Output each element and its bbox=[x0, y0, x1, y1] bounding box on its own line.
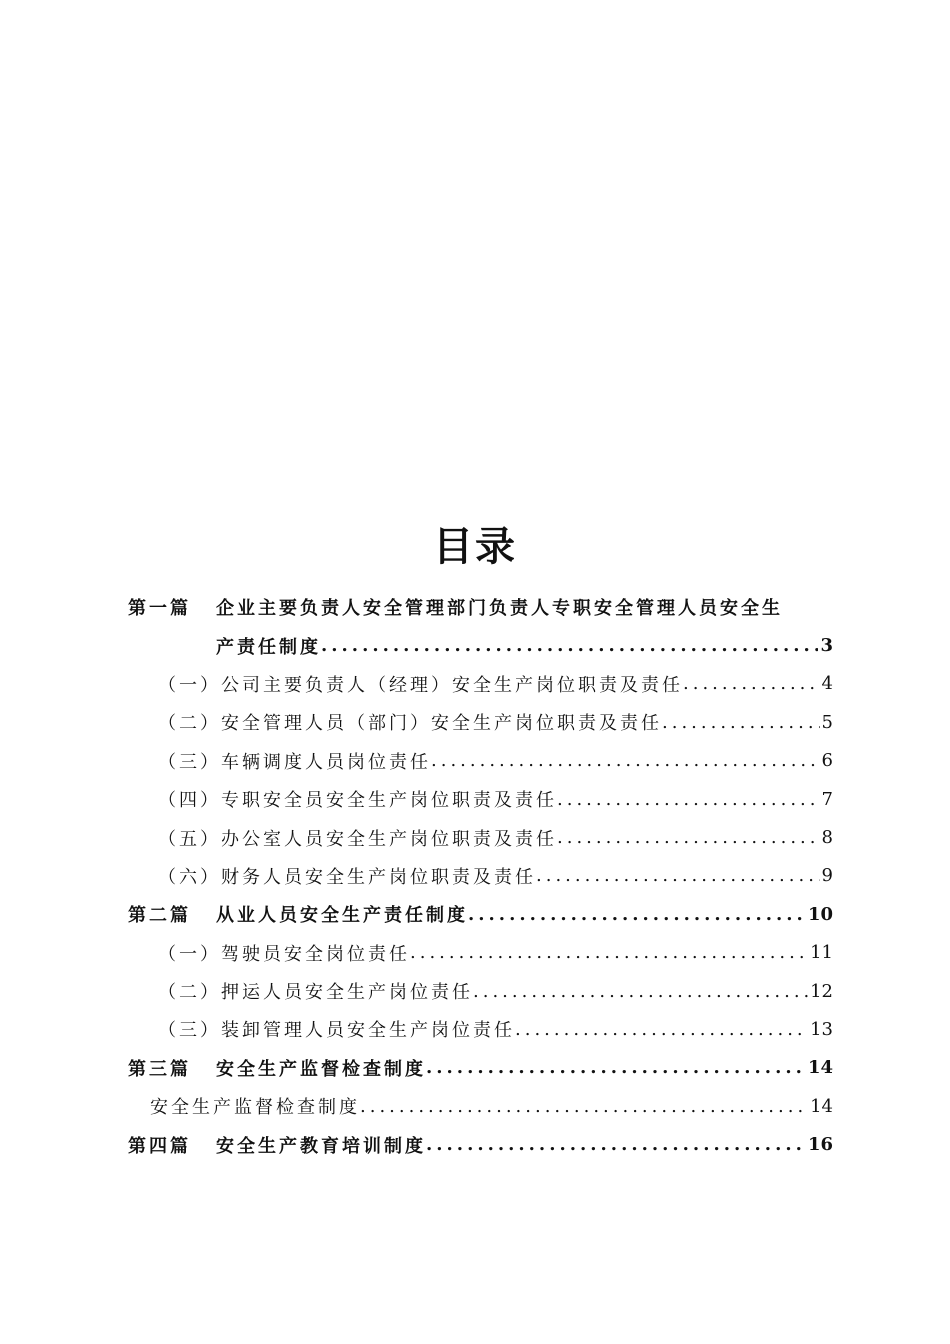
toc-leader-dots bbox=[321, 635, 818, 656]
toc-leader-dots bbox=[557, 827, 820, 848]
toc-page-number: 14 bbox=[807, 1057, 833, 1079]
toc-leader-dots bbox=[536, 865, 820, 886]
toc-page-number: 12 bbox=[810, 980, 833, 1002]
toc-part-1[interactable] bbox=[128, 588, 833, 665]
toc-page-number: 10 bbox=[807, 903, 833, 925]
toc-item[interactable] bbox=[128, 818, 833, 856]
toc-part-label: 安全生产监督检查制度 bbox=[216, 1058, 426, 1080]
toc-leader-dots bbox=[360, 1096, 808, 1117]
toc-part-prefix: 第四篇 bbox=[128, 1135, 191, 1157]
toc-item-label: （四）专职安全员安全生产岗位职责及责任 bbox=[158, 790, 557, 812]
toc-leader-dots bbox=[683, 673, 820, 694]
toc-leader-dots bbox=[515, 1019, 808, 1040]
toc-item-label: （六）财务人员安全生产岗位职责及责任 bbox=[158, 866, 536, 888]
toc-part-3[interactable] bbox=[128, 1049, 833, 1087]
toc-item-label: （二）安全管理人员（部门）安全生产岗位职责及责任 bbox=[158, 713, 662, 735]
toc-page-number: 11 bbox=[810, 942, 833, 964]
toc-page-number: 8 bbox=[821, 827, 833, 849]
toc-item-label: （五）办公室人员安全生产岗位职责及责任 bbox=[158, 828, 557, 850]
toc-part-label-line1: 企业主要负责人安全管理部门负责人专职安全管理人员安全生 bbox=[216, 598, 783, 620]
toc-item[interactable] bbox=[128, 665, 833, 703]
toc-page-number: 9 bbox=[821, 865, 833, 887]
toc-item[interactable] bbox=[128, 972, 833, 1010]
toc-part-prefix: 第三篇 bbox=[128, 1058, 191, 1080]
toc-item[interactable] bbox=[128, 703, 833, 741]
toc-leader-dots bbox=[468, 904, 806, 925]
toc-item[interactable] bbox=[128, 780, 833, 818]
toc-item[interactable] bbox=[128, 1087, 833, 1125]
toc-leader-dots bbox=[426, 1134, 806, 1155]
toc-page-number: 4 bbox=[821, 673, 833, 695]
toc-leader-dots bbox=[410, 942, 808, 963]
toc-item-label: 安全生产监督检查制度 bbox=[150, 1097, 360, 1119]
toc-part-prefix: 第二篇 bbox=[128, 905, 191, 927]
toc-leader-dots bbox=[473, 981, 808, 1002]
toc-leader-dots bbox=[426, 1057, 806, 1078]
toc-leader-dots bbox=[557, 789, 820, 810]
toc-page-number: 3 bbox=[820, 635, 833, 657]
toc-page-number: 6 bbox=[821, 750, 833, 772]
toc-page-number: 7 bbox=[821, 788, 833, 810]
toc-page-number: 14 bbox=[810, 1095, 833, 1117]
toc-item[interactable] bbox=[128, 934, 833, 972]
toc-part-label-line2: 产责任制度 bbox=[216, 636, 321, 658]
toc-item[interactable] bbox=[128, 857, 833, 895]
toc-item-label: （一）驾驶员安全岗位责任 bbox=[158, 943, 410, 965]
toc-item-label: （二）押运人员安全生产岗位责任 bbox=[158, 982, 473, 1004]
toc-item-label: （三）装卸管理人员安全生产岗位责任 bbox=[158, 1020, 515, 1042]
toc-page-number: 13 bbox=[810, 1018, 833, 1040]
toc-item-label: （一）公司主要负责人（经理）安全生产岗位职责及责任 bbox=[158, 674, 683, 696]
toc-item[interactable] bbox=[128, 742, 833, 780]
toc-item-label: （三）车辆调度人员岗位责任 bbox=[158, 751, 431, 773]
toc-item[interactable] bbox=[128, 1010, 833, 1048]
toc-part-label: 安全生产教育培训制度 bbox=[216, 1135, 426, 1157]
toc-leader-dots bbox=[662, 712, 820, 733]
toc-page-number: 16 bbox=[807, 1134, 833, 1156]
toc-title: 目录 bbox=[433, 524, 517, 570]
toc-part-2[interactable] bbox=[128, 895, 833, 933]
table-of-contents bbox=[128, 588, 833, 1164]
toc-page-number: 5 bbox=[821, 711, 833, 733]
toc-part-prefix: 第一篇 bbox=[128, 598, 191, 620]
toc-part-4[interactable] bbox=[128, 1125, 833, 1163]
toc-part-label: 从业人员安全生产责任制度 bbox=[216, 905, 468, 927]
toc-leader-dots bbox=[431, 750, 820, 771]
